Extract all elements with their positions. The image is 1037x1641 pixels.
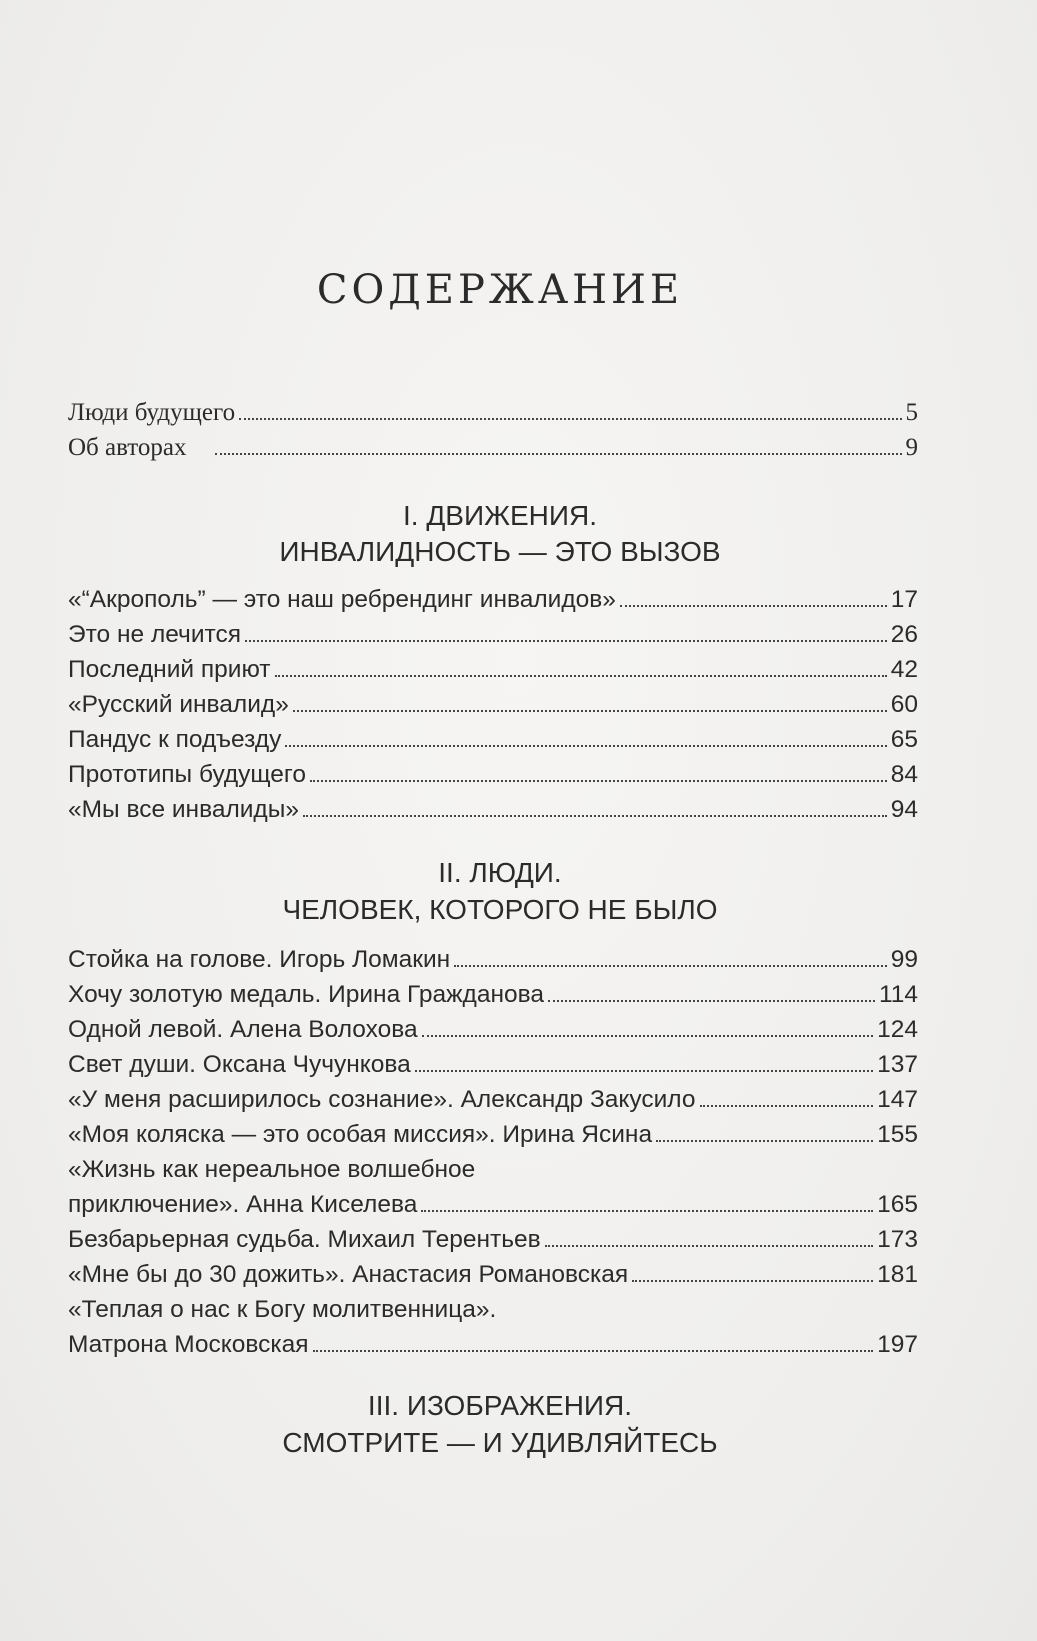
toc-entry[interactable]	[68, 1053, 918, 1078]
toc-entry-title: Стойка на голове. Игорь Ломакин	[68, 946, 451, 973]
toc-entry[interactable]	[68, 1193, 918, 1218]
toc-entry-title: Пандус к подъезду	[68, 726, 282, 753]
toc-entry-page: 84	[890, 761, 918, 788]
toc-entry-page: 17	[890, 586, 918, 613]
toc-entry-page: 9	[905, 434, 918, 461]
toc-entry-page: 5	[905, 399, 918, 426]
toc-entry[interactable]	[68, 435, 918, 460]
toc-entry-title: Последний приют	[68, 656, 271, 683]
toc-entry-page: 124	[877, 1016, 918, 1043]
toc-entry-title: Об авторах	[68, 434, 187, 461]
toc-entry-title: Люди будущего	[68, 399, 236, 426]
dot-leader	[700, 1105, 874, 1107]
dot-leader	[632, 1280, 873, 1282]
toc-entry-title: «Русский инвалид»	[68, 691, 289, 718]
toc-entry-page: 165	[877, 1191, 918, 1218]
section-heading-title: ЧЕЛОВЕК, КОТОРОГО НЕ БЫЛО	[282, 894, 718, 925]
toc-entry[interactable]	[68, 798, 918, 823]
toc-entry-title: «У меня расширилось сознание». Александр Закусило	[68, 1086, 696, 1113]
section-heading-title: СМОТРИТЕ — И УДИВЛЯЙТЕСЬ	[282, 1427, 718, 1458]
toc-entry-page: 60	[890, 691, 918, 718]
toc-entry[interactable]	[68, 948, 918, 973]
toc-entry-page: 155	[877, 1121, 918, 1148]
toc-entry[interactable]	[68, 658, 918, 683]
toc-entry[interactable]	[68, 1333, 918, 1358]
toc-entry-title: «Мне бы до 30 дожить». Анастасия Романовская	[68, 1261, 629, 1288]
toc-entry[interactable]	[68, 983, 918, 1008]
toc-entry[interactable]	[68, 1018, 918, 1043]
dot-leader	[454, 965, 887, 967]
toc-entry-title: Безбарьерная судьба. Михаил Терентьев	[68, 1226, 541, 1253]
toc-entry[interactable]	[68, 763, 918, 788]
toc-entry[interactable]	[68, 1263, 918, 1288]
section-heading-title: ИНВАЛИДНОСТЬ — ЭТО ВЫЗОВ	[279, 536, 721, 567]
toc-entry-page: 114	[878, 981, 918, 1008]
toc-entry[interactable]	[68, 623, 918, 648]
dot-leader	[656, 1140, 873, 1142]
toc-entry-title: Прототипы будущего	[68, 761, 306, 788]
dot-leader	[303, 815, 887, 817]
dot-leader	[620, 605, 887, 607]
toc-entry-page: 173	[877, 1226, 918, 1253]
toc-entry-title-first-line: «Жизнь как нереальное волшебное	[68, 1156, 476, 1183]
toc-entry-page: 65	[890, 726, 918, 753]
page-title: СОДЕРЖАНИЕ	[316, 267, 684, 313]
dot-leader	[215, 453, 902, 455]
toc-entry[interactable]	[68, 588, 918, 613]
toc-entry-page: 137	[877, 1051, 918, 1078]
dot-leader	[239, 418, 901, 420]
dot-leader	[275, 675, 887, 677]
toc-entry-title: Хочу золотую медаль. Ирина Гражданова	[68, 981, 544, 1008]
toc-entry-title-first-line: «Теплая о нас к Богу молитвенница».	[68, 1296, 497, 1323]
toc-entry-page: 99	[890, 946, 918, 973]
section-heading-number: II. ЛЮДИ.	[438, 857, 562, 888]
toc-entry[interactable]	[68, 1228, 918, 1253]
toc-entry-title: Матрона Московская	[68, 1331, 309, 1358]
toc-entry-title: Это не лечится	[68, 621, 241, 648]
dot-leader	[293, 710, 887, 712]
toc-entry-page: 147	[877, 1086, 918, 1113]
toc-entry-title: Одной левой. Алена Волохова	[68, 1016, 418, 1043]
section-heading-number: III. ИЗОБРАЖЕНИЯ.	[367, 1390, 633, 1421]
section-heading-number: I. ДВИЖЕНИЯ.	[403, 500, 597, 531]
toc-entry-page: 197	[877, 1331, 918, 1358]
toc-entry-title: приключение». Анна Киселева	[68, 1191, 418, 1218]
dot-leader	[421, 1210, 873, 1212]
dot-leader	[415, 1070, 873, 1072]
toc-entry[interactable]	[68, 1123, 918, 1148]
dot-leader	[545, 1245, 873, 1247]
toc-entry[interactable]	[68, 728, 918, 753]
dot-leader	[313, 1350, 874, 1352]
toc-entry-title: «“Акрополь” — это наш ребрендинг инвалидов»	[68, 586, 616, 613]
toc-entry[interactable]	[68, 1088, 918, 1113]
toc-entry[interactable]	[68, 693, 918, 718]
dot-leader	[245, 640, 887, 642]
toc-entry-page: 181	[877, 1261, 918, 1288]
toc-entry-title: «Моя коляска — это особая миссия». Ирина Ясина	[68, 1121, 653, 1148]
dot-leader	[422, 1035, 874, 1037]
dot-leader	[548, 1000, 875, 1002]
dot-leader	[285, 745, 886, 747]
toc-entry-title: Свет души. Оксана Чучункова	[68, 1051, 411, 1078]
dot-leader	[310, 780, 887, 782]
toc-entry-page: 42	[890, 656, 918, 683]
toc-entry[interactable]	[68, 400, 918, 425]
toc-entry-page: 26	[890, 621, 918, 648]
toc-entry-title: «Мы все инвалиды»	[68, 796, 299, 823]
toc-entry-page: 94	[890, 796, 918, 823]
